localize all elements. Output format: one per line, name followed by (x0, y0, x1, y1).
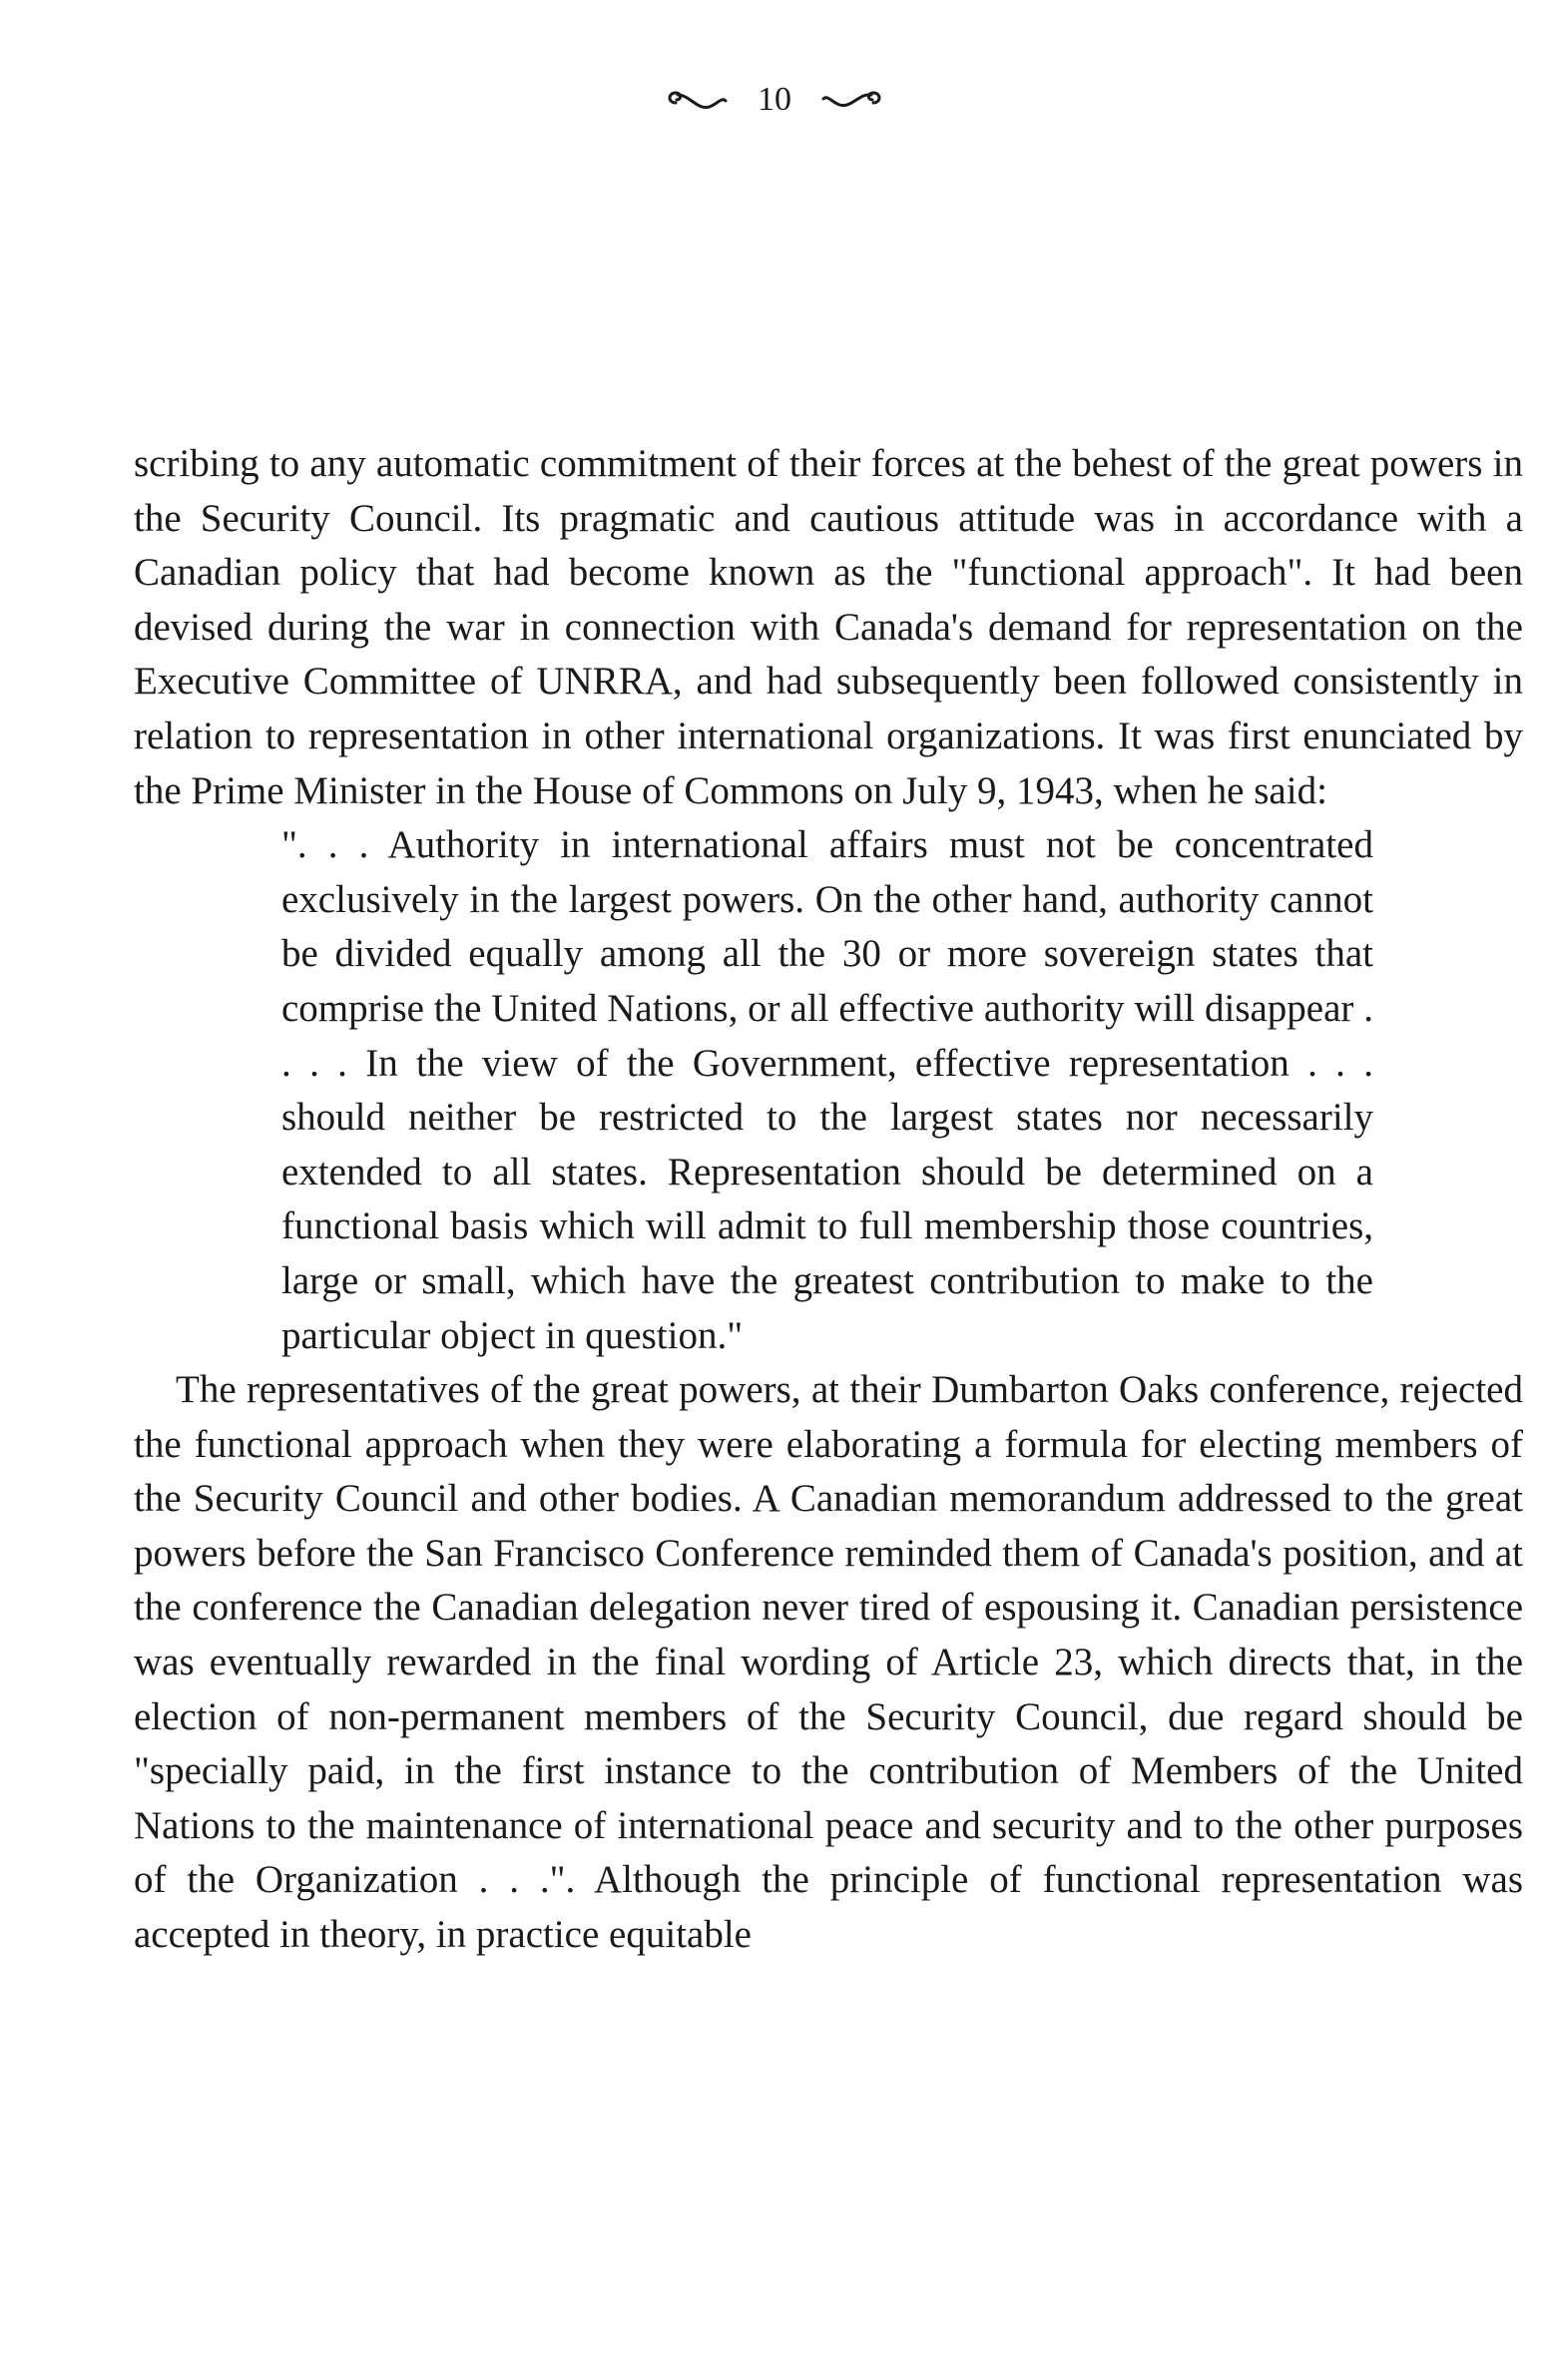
swash-ornament-right-icon (819, 85, 885, 115)
swash-ornament-left-icon (664, 85, 730, 115)
body-text (134, 437, 1523, 1963)
paragraph-continued: scribing to any automatic commitment of their forces at the behest of the great powers in the Security Council. Its pragmatic and cautious attitude was in accordance with a Canadian policy that had become known as the "functional approach". It had been devised during the war in connection with Canada's demand for representation on the Executive Committee of UNRRA, and had subsequently been followed consistently in relation to representation in other international organizations. It was first enunciated by the Prime Minister in the House of Commons on July 9, 1943, when he said: (134, 442, 1523, 812)
block-quote: ". . . Authority in international affairs must not be concentrated exclusively in the largest powers. On the other hand, authority cannot be divided equally among all the 30 or more sovereign states that comprise the United Nations, or all effective authority will disappear . . . . In the view of the Government, effective representation . . . should neither be restricted to the largest states nor necessarily extended to all states. Representation should be determined on a functional basis which will admit to full membership those countries, large or small, which have the greatest contribution to make to the particular object in question." (281, 823, 1373, 1357)
page-header (0, 70, 1549, 130)
page-number: 10 (758, 81, 791, 118)
paragraph: The representatives of the great powers, at their Dumbarton Oaks conference, rejected the functional approach when they were elaborating a formula for electing members of the Security Council and other bodies. A Canadian memorandum addressed to the great powers before the San Francisco Conference reminded them of Canada's position, and at the conference the Canadian delegation never tired of espousing it. Canadian persistence was eventually rewarded in the final wording of Article 23, which directs that, in the election of non-permanent members of the Security Council, due regard should be "specially paid, in the first instance to the contribution of Members of the United Nations to the maintenance of international peace and security and to the other purposes of the Organization . . .". Although the principle of functional representation was accepted in theory, in practice equitable (134, 1368, 1523, 1957)
